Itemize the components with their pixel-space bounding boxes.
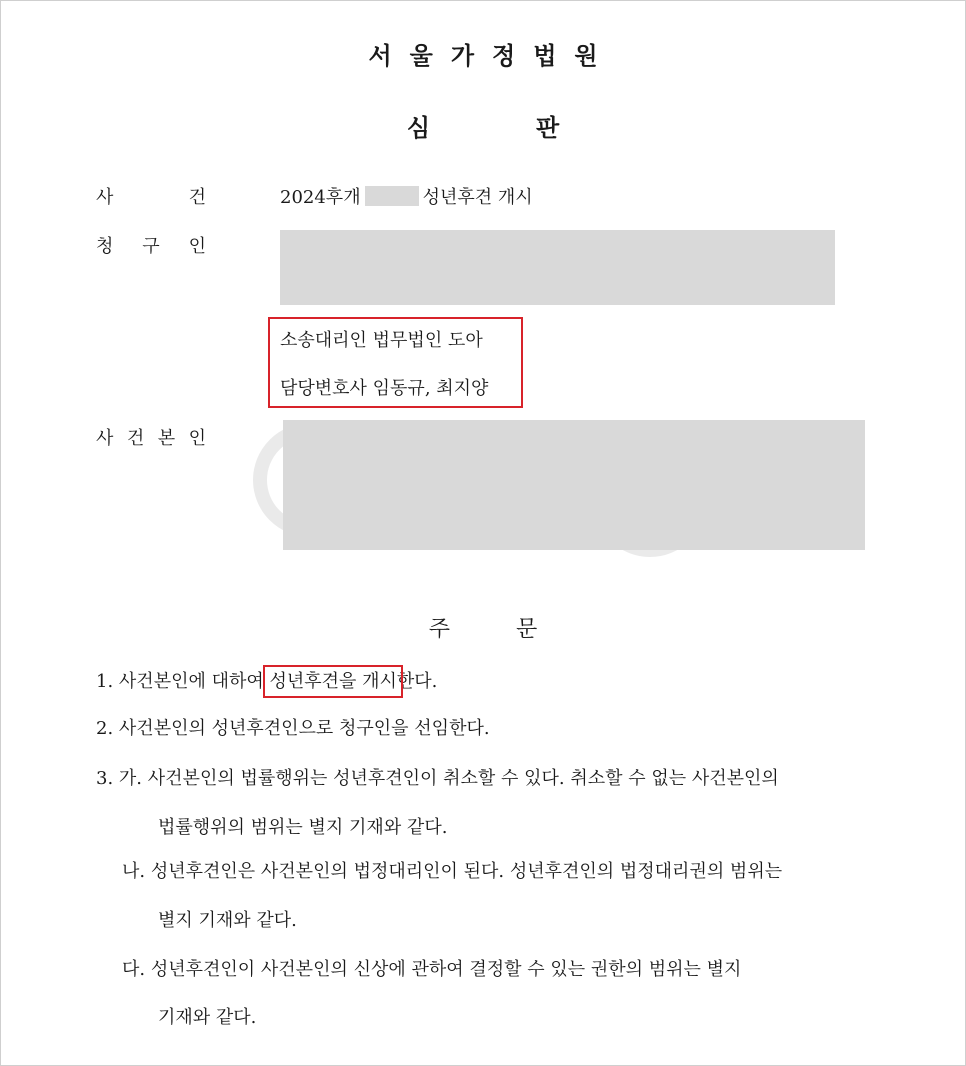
principal-label-char: 인 (188, 428, 206, 449)
court-char: 정 (492, 41, 534, 70)
title-char: 판 (536, 113, 560, 142)
case-label-char: 사 (96, 187, 114, 208)
title-char: 심 (406, 113, 430, 142)
petitioner-label-char: 인 (188, 236, 206, 257)
court-char: 가 (450, 41, 492, 70)
case-number-prefix: 2024후개 (280, 187, 361, 208)
order-item-2 (96, 714, 490, 740)
attorneys-in-charge: 담당변호사 임동규, 최지양 (280, 378, 489, 399)
case-number (280, 183, 533, 209)
order-item-3a (96, 764, 779, 790)
item-text: 사건본인의 성년후견인으로 청구인을 선임한다. (118, 718, 490, 739)
document-title (0, 108, 966, 143)
sub-item-marker: 다. (122, 959, 146, 980)
item-text-before: 사건본인에 대하여 (118, 671, 270, 692)
item-number: 2. (96, 718, 114, 739)
item-highlight-text: 성년후견을 개시 (269, 671, 397, 692)
case-label (96, 183, 206, 209)
petitioner-label-char: 구 (142, 236, 160, 257)
case-label-char: 건 (188, 187, 206, 208)
order-title (0, 612, 966, 643)
order-title-char: 주 (428, 617, 450, 642)
legal-agent: 소송대리인 법무법인 도아 (280, 330, 483, 351)
order-item-3c-cont: 기재와 같다. (158, 1007, 257, 1028)
principal-label-char: 건 (126, 428, 145, 449)
court-char: 원 (574, 41, 616, 70)
item-text: 성년후견인이 사건본인의 신상에 관하여 결정할 수 있는 권한의 범위는 별지 (150, 959, 742, 980)
case-number-redaction (365, 186, 419, 206)
court-char: 법 (533, 41, 575, 70)
court-char: 서 (368, 41, 410, 70)
court-char: 울 (409, 41, 451, 70)
order-item-3b (122, 857, 782, 883)
order-item-1 (96, 667, 437, 693)
sub-item-marker: 가. (118, 768, 143, 789)
court-name (0, 36, 966, 71)
item-text-after: 한다. (396, 671, 438, 692)
case-name: 성년후견 개시 (422, 187, 533, 208)
item-number: 1. (96, 671, 114, 692)
principal-label (96, 424, 206, 450)
order-item-3b-cont: 별지 기재와 같다. (158, 910, 297, 931)
sub-item-marker: 나. (122, 861, 146, 882)
order-item-3c (122, 955, 741, 981)
item-number: 3. (96, 768, 114, 789)
item-text: 성년후견인은 사건본인의 법정대리인이 된다. 성년후견인의 법정대리권의 범위는 (150, 861, 783, 882)
petitioner-label-char: 청 (96, 236, 114, 257)
principal-label-char: 본 (157, 428, 176, 449)
petitioner-label (96, 232, 206, 258)
item-text: 사건본인의 법률행위는 성년후견인이 취소할 수 있다. 취소할 수 없는 사건본인의 (147, 768, 779, 789)
principal-label-char: 사 (96, 428, 114, 449)
order-item-3a-cont: 법률행위의 범위는 별지 기재와 같다. (158, 817, 448, 838)
order-title-char: 문 (516, 617, 538, 642)
principal-redaction (283, 420, 865, 550)
petitioner-redaction (280, 230, 835, 305)
